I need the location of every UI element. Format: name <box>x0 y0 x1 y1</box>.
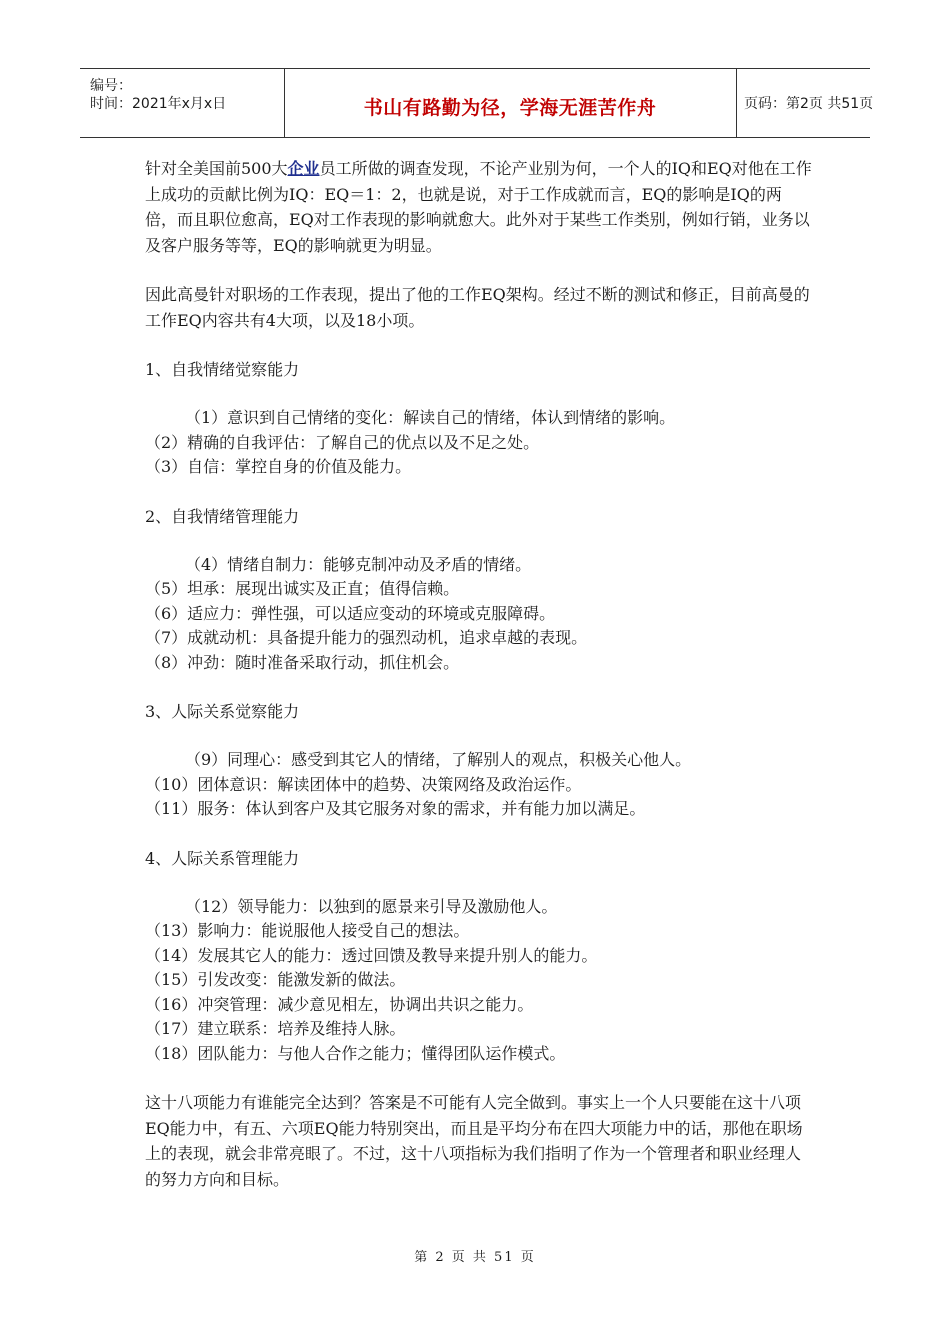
list-item: （14）发展其它人的能力：透过回馈及教导来提升别人的能力。 <box>145 945 598 965</box>
document-number-label: 编号： <box>90 78 132 94</box>
page-footer: 第 2 页 共 51 页 <box>414 1250 536 1265</box>
list-item: （12）领导能力：以独到的愿景来引导及激励他人。 <box>185 896 558 916</box>
list-item: （11）服务：体认到客户及其它服务对象的需求，并有能力加以满足。 <box>145 799 646 818</box>
intro-text-after-link: 员工所做的调查发现，不论产业别为何，一个人的IQ和EQ对他在工作上成功的贡献比例为IQ：EQ＝1：2，也就是说，对于工作成就而言，EQ的影响是IQ的两倍，而且职位愈高，EQ对工作表现的影响就愈大。此外对于某些工作类别，例如行销，业务以及客户服务等等，EQ的影响就更为明显。 <box>145 159 812 255</box>
section-heading-2: 2、自我情绪管理能力 <box>145 506 300 526</box>
header-page-number: 页码：第2页 共51页 <box>744 96 874 112</box>
list-item: （10）团体意识：解读团体中的趋势、决策网络及政治运作。 <box>145 774 582 794</box>
enterprise-link[interactable]: 企业 <box>287 159 320 178</box>
intro-paragraph-2: 因此高曼针对职场的工作表现，提出了他的工作EQ架构。经过不断的测试和修正，目前高曼的工作EQ内容共有4大项，以及18小项。 <box>145 285 810 330</box>
list-item: （8）冲劲：随时准备采取行动，抓住机会。 <box>145 652 460 672</box>
conclusion-paragraph: 这十八项能力有谁能完全达到？答案是不可能有人完全做到。事实上一个人只要能在这十八项EQ能力中，有五、六项EQ能力特别突出，而且是平均分布在四大项能力中的话，那他在职场上的表现，就会非常亮眼了。不过，这十八项指标为我们指明了作为一个管理者和职业经理人的努力方向和目标。 <box>145 1093 803 1189</box>
list-item: （16）冲突管理：减少意见相左，协调出共识之能力。 <box>145 994 534 1014</box>
list-item: （18）团队能力：与他人合作之能力；懂得团队运作模式。 <box>145 1043 566 1063</box>
intro-text-before-link: 针对全美国前500大 <box>145 159 288 178</box>
intro-paragraph-1 <box>145 156 813 258</box>
list-item: （13）影响力：能说服他人接受自己的想法。 <box>145 921 470 940</box>
header-info-cell <box>80 69 285 137</box>
list-item: （6）适应力：弹性强，可以适应变动的环境或克服障碍。 <box>145 603 556 623</box>
list-item: （5）坦承：展现出诚实及正直；值得信赖。 <box>145 579 460 598</box>
list-item: （7）成就动机：具备提升能力的强烈动机，追求卓越的表现。 <box>145 628 588 647</box>
list-item: （17）建立联系：培养及维持人脉。 <box>145 1019 406 1038</box>
list-item: （3）自信：掌控自身的价值及能力。 <box>145 457 412 476</box>
section-heading-3: 3、人际关系觉察能力 <box>145 702 300 721</box>
header-motto: 书山有路勤为径，学海无涯苦作舟 <box>363 97 657 119</box>
list-item: （1）意识到自己情绪的变化：解读自己的情绪，体认到情绪的影响。 <box>185 408 676 427</box>
page-header <box>80 68 874 138</box>
list-item: （15）引发改变：能激发新的做法。 <box>145 970 406 989</box>
section-heading-4: 4、人际关系管理能力 <box>145 848 300 868</box>
header-page-cell <box>736 69 874 137</box>
document-body <box>145 156 813 1192</box>
list-item: （2）精确的自我评估：了解自己的优点以及不足之处。 <box>145 432 540 452</box>
list-item: （4）情绪自制力：能够克制冲动及矛盾的情绪。 <box>185 554 532 574</box>
list-item: （9）同理心：感受到其它人的情绪，了解别人的观点，积极关心他人。 <box>185 750 692 769</box>
header-motto-cell <box>284 69 737 137</box>
section-heading-1: 1、自我情绪觉察能力 <box>145 360 300 379</box>
document-time-label: 时间：2021年x月x日 <box>90 96 227 112</box>
